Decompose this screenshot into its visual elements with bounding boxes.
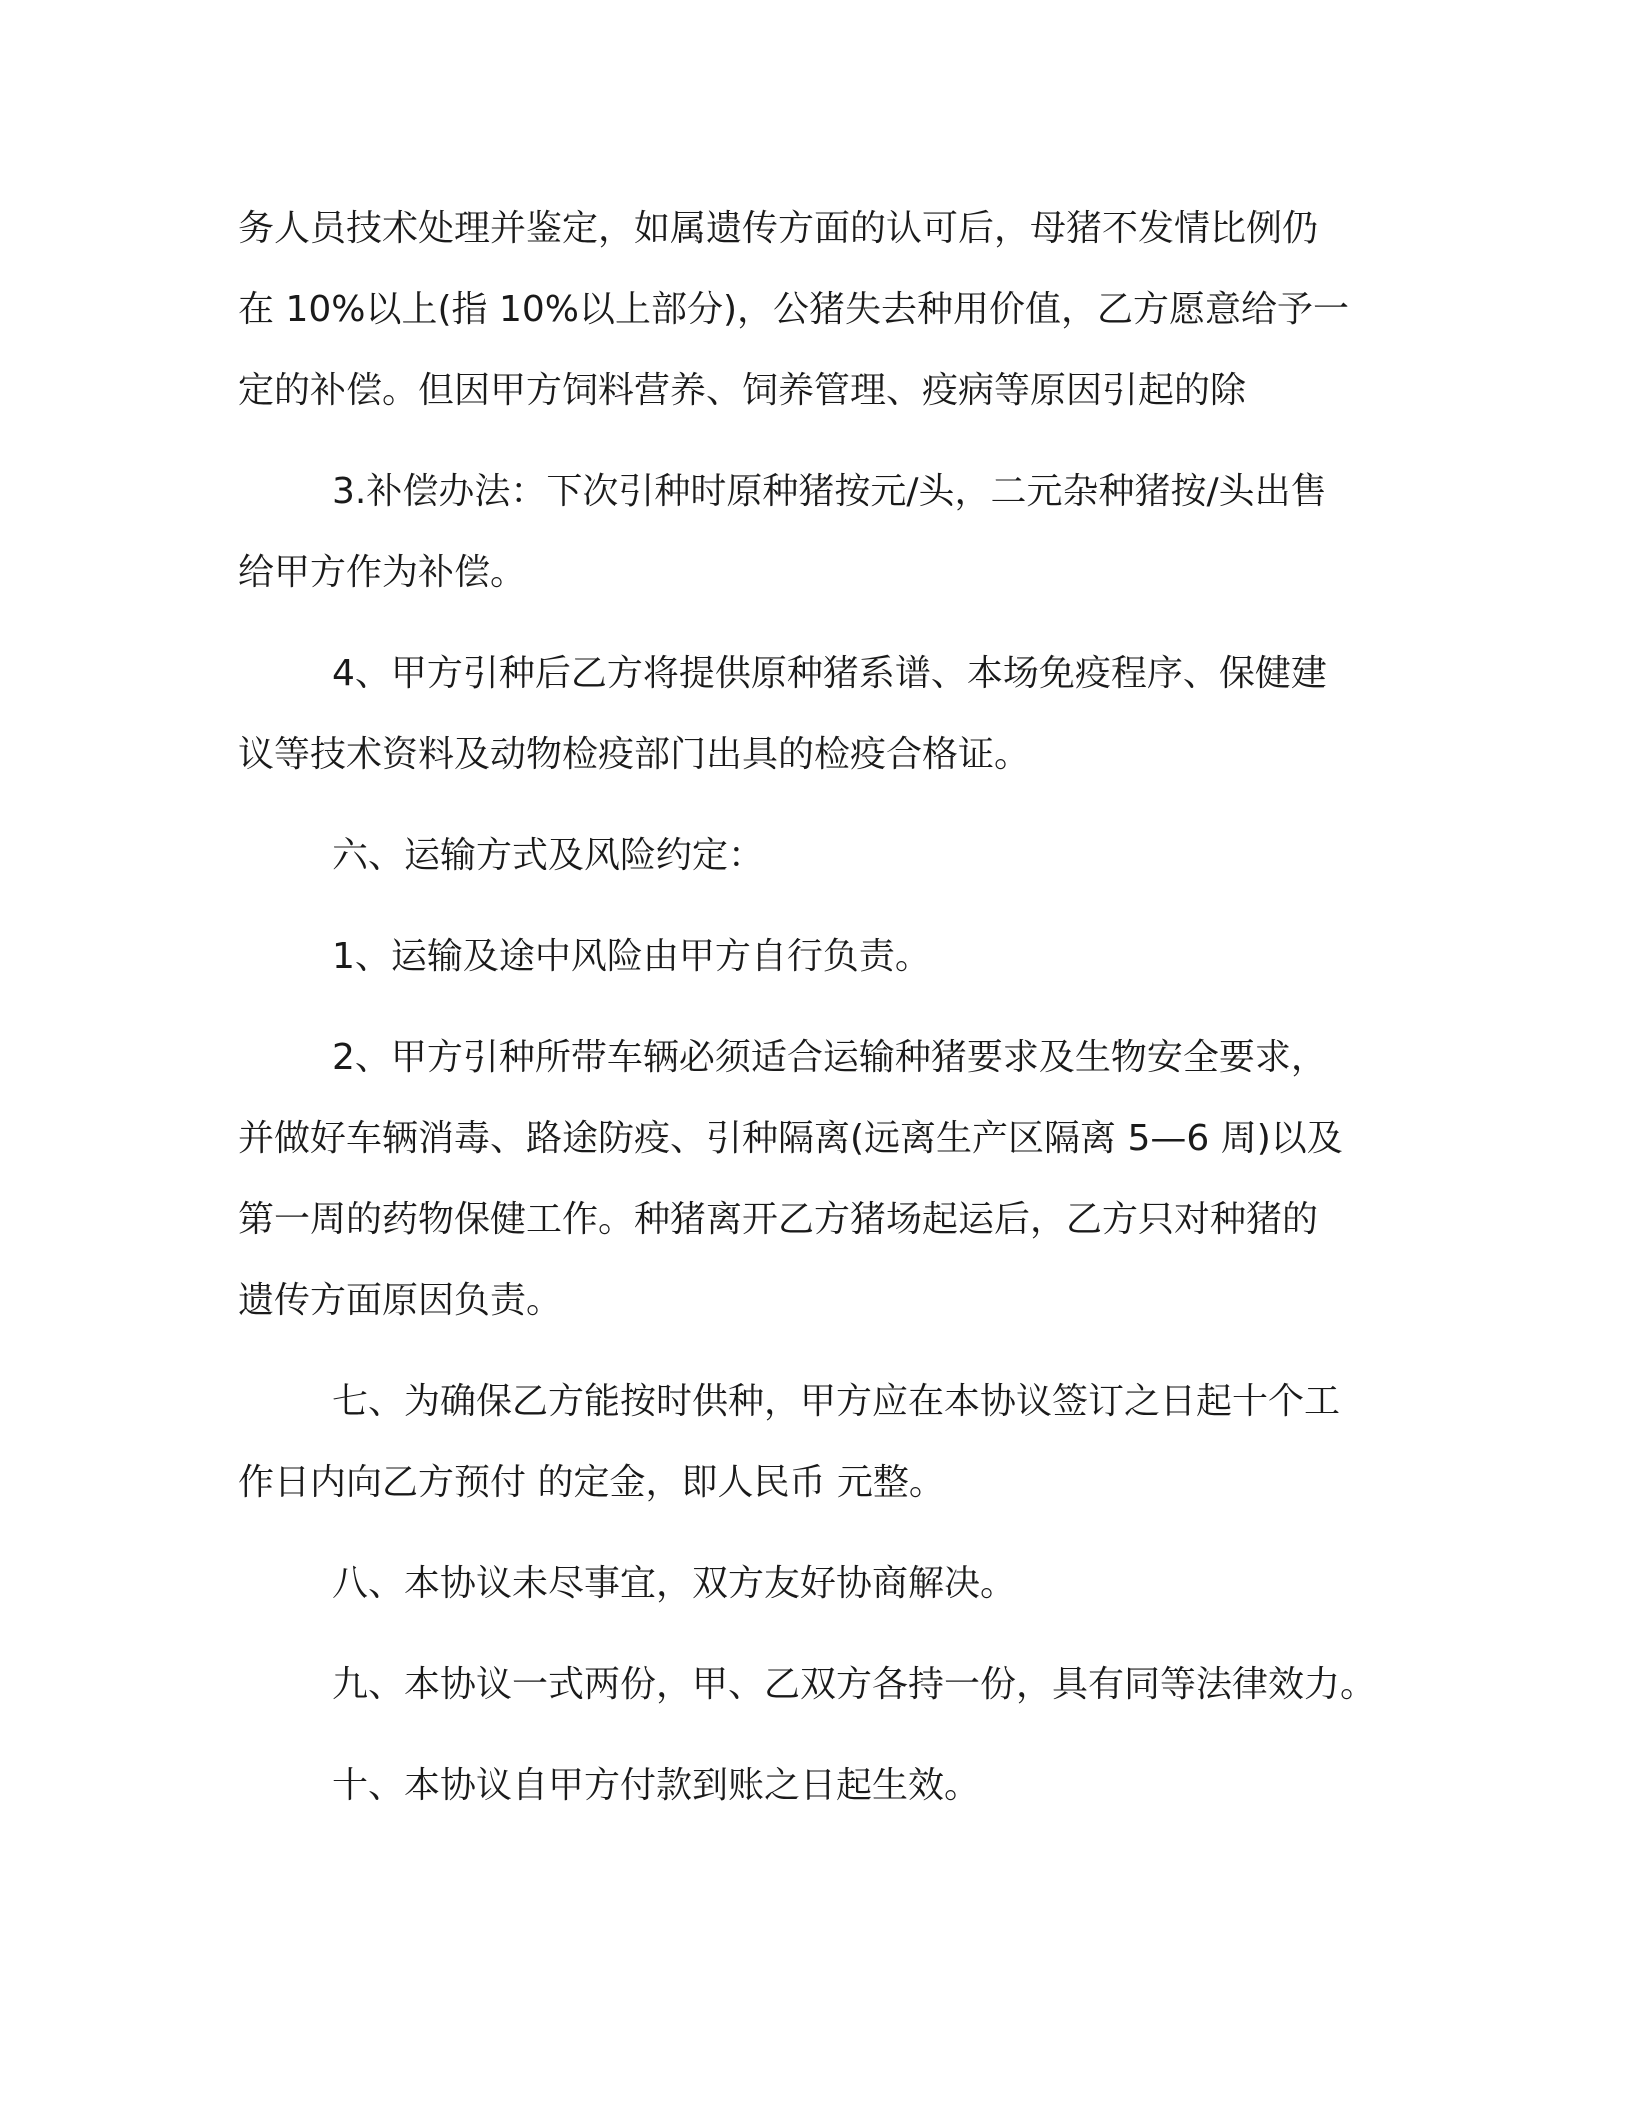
section-unresolved-matters [238, 1543, 1418, 1624]
text-line: 作日内向乙方预付 的定金，即人民币 元整。 [238, 1462, 945, 1503]
text-line: 第一周的药物保健工作。种猪离开乙方猪场起运后，乙方只对种猪的 [238, 1199, 1319, 1240]
section-copies [238, 1644, 1418, 1725]
text-line: 务人员技术处理并鉴定，如属遗传方面的认可后，母猪不发情比例仍 [238, 208, 1319, 249]
text-line: 十、本协议自甲方付款到账之日起生效。 [332, 1765, 981, 1806]
text-line: 七、为确保乙方能按时供种，甲方应在本协议签订之日起十个工 [332, 1381, 1341, 1422]
paragraph-transport-risk [238, 916, 1418, 997]
text-line: 九、本协议一式两份，甲、乙双方各持一份，具有同等法律效力。 [332, 1664, 1377, 1705]
text-line: 2、甲方引种所带车辆必须适合运输种猪要求及生物安全要求， [332, 1037, 1327, 1078]
text-line: 1、运输及途中风险由甲方自行负责。 [332, 936, 931, 977]
text-line: 定的补偿。但因甲方饲料营养、饲养管理、疫病等原因引起的除 [238, 370, 1247, 411]
text-line: 遗传方面原因负责。 [238, 1280, 563, 1321]
text-line: 六、运输方式及风险约定： [332, 835, 765, 876]
paragraph-compensation-conditions [238, 188, 1418, 431]
section-heading-transport [238, 815, 1418, 896]
text-line: 给甲方作为补偿。 [238, 552, 527, 593]
text-line: 并做好车辆消毒、路途防疫、引种隔离(远离生产区隔离 5—6 周)以及 [238, 1118, 1343, 1159]
paragraph-technical-materials [238, 633, 1418, 795]
paragraph-vehicle-requirements [238, 1017, 1418, 1341]
document-body [238, 188, 1418, 1826]
text-line: 议等技术资料及动物检疫部门出具的检疫合格证。 [238, 734, 1031, 775]
text-line: 八、本协议未尽事宜，双方友好协商解决。 [332, 1563, 1017, 1604]
text-line: 3.补偿办法：下次引种时原种猪按元/头，二元杂种猪按/头出售 [332, 471, 1327, 512]
section-effective-date [238, 1745, 1418, 1826]
text-line: 在 10%以上(指 10%以上部分)，公猪失去种用价值，乙方愿意给予一 [238, 289, 1350, 330]
section-deposit [238, 1361, 1418, 1523]
paragraph-compensation-method [238, 451, 1418, 613]
text-line: 4、甲方引种后乙方将提供原种猪系谱、本场免疫程序、保健建 [332, 653, 1327, 694]
